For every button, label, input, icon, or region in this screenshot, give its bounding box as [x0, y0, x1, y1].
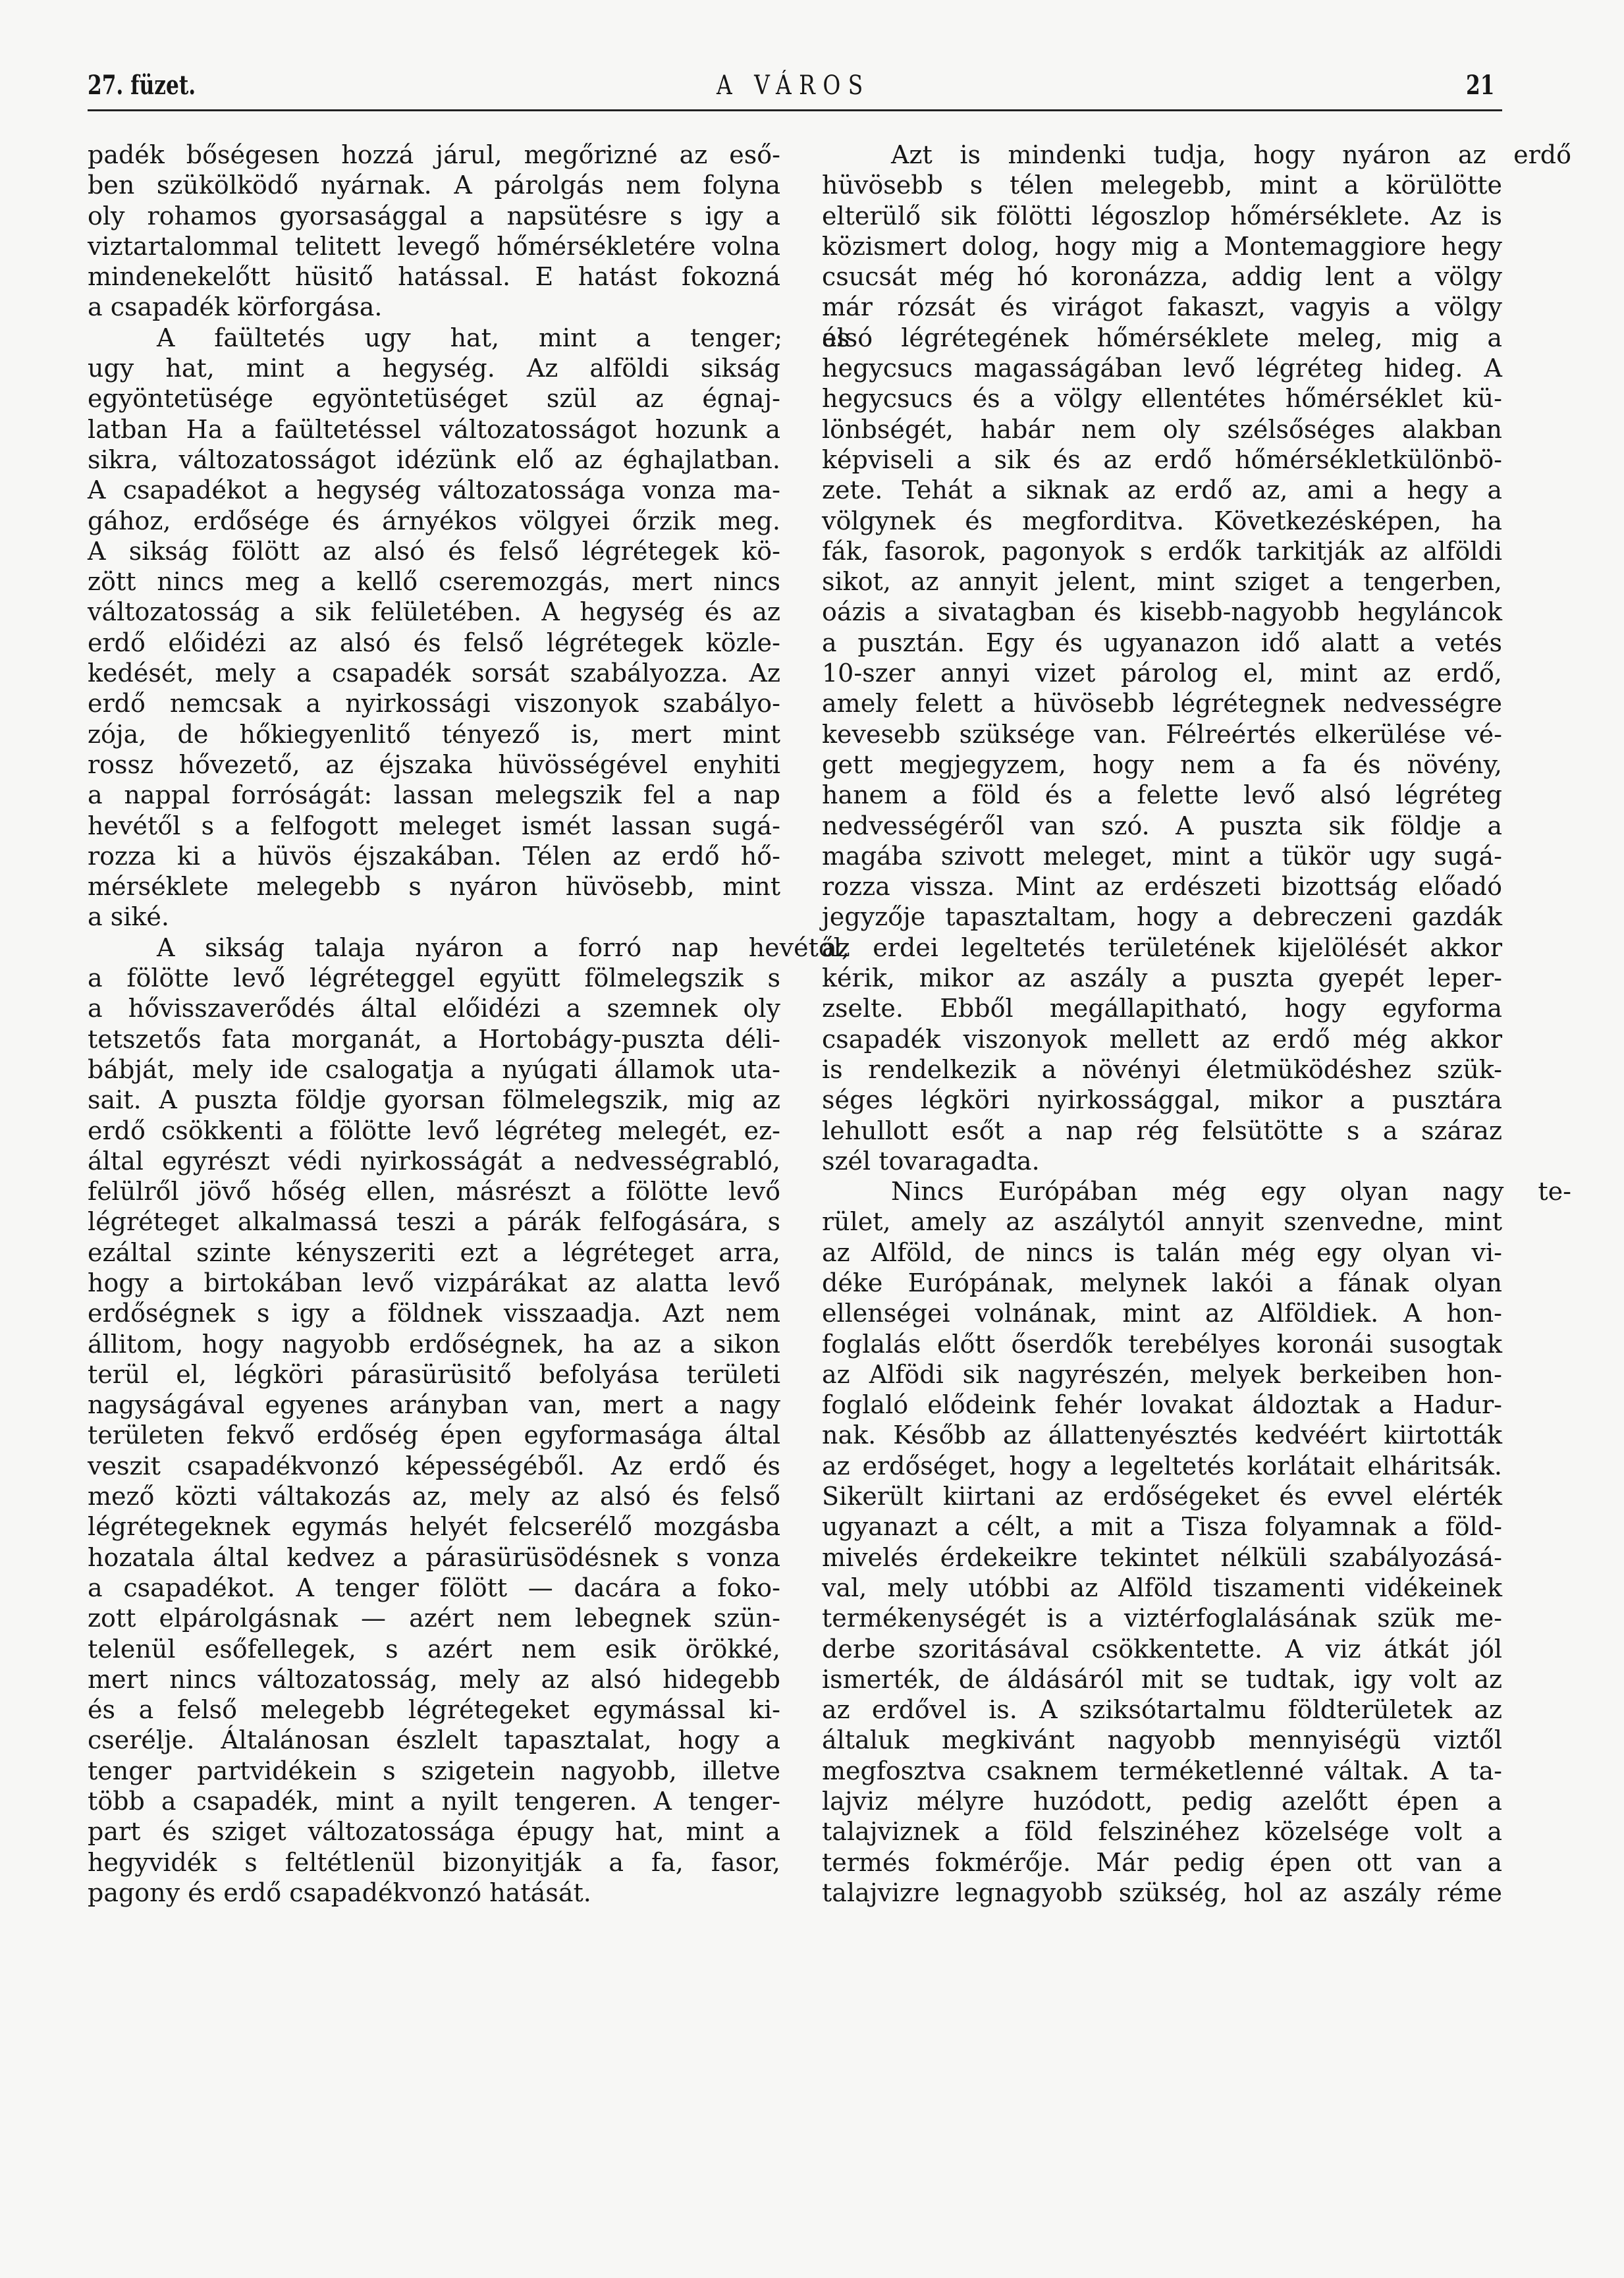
header-rule	[88, 109, 1502, 111]
text-line: már rózsát és virágot fakaszt, vagyis a völgy	[822, 292, 1502, 322]
text-line: pagony és erdő csapadékvonzó hatását.	[88, 1878, 591, 1907]
text-line: termékenységét is a viztérfoglalásának szük me-	[822, 1604, 1502, 1633]
text-line: is rendelkezik a növényi életmüködéshez szük-	[822, 1054, 1502, 1084]
text-line: területen fekvő erdőség épen egyformasága által	[88, 1421, 780, 1450]
text-line: padék bőségesen hozzá járul, megőrizné az eső-	[88, 140, 780, 169]
text-line: Sikerült kiirtani az erdőségeket és evvel elérték	[822, 1482, 1502, 1511]
text-line: latban Ha a faültetéssel változatosságot hozunk a	[88, 414, 780, 444]
text-line: és a felső melegebb légrétegeket egymással ki-	[88, 1695, 780, 1725]
text-line: rozza ki a hüvös éjszakában. Télen az erdő hő-	[88, 841, 780, 871]
text-line: kérik, mikor az aszály a puszta gyepét leper-	[822, 963, 1502, 993]
text-line: mivelés érdekeikre tekintet nélküli szabályozásá-	[822, 1542, 1502, 1572]
text-line: tenger partvidékein s szigetein nagyobb, illetve	[88, 1756, 780, 1785]
text-line: Nincs Európában még egy olyan nagy te-	[891, 1177, 1571, 1207]
text-line: gett megjegyzem, hogy nem a fa és növény,	[822, 749, 1502, 779]
text-line: hegycsucs magasságában levő légréteg hideg. A	[822, 354, 1502, 383]
text-line: közismert dolog, hogy mig a Montemaggiore hegy	[822, 231, 1502, 261]
text-line: sait. A puszta földje gyorsan fölmelegszik, mig az	[88, 1085, 780, 1115]
text-line: nagyságával egyenes arányban van, mert a nagy	[88, 1390, 780, 1420]
text-line: fák, fasorok, pagonyok s erdők tarkitják az alföldi	[822, 536, 1502, 566]
journal-title: A VÁROS	[717, 70, 871, 101]
text-line: az erdővel is. A sziksótartalmu földterületek az	[822, 1695, 1502, 1725]
text-line: kevesebb szüksége van. Félreértés elkerülése vé-	[822, 719, 1502, 749]
text-line: magába szivott meleget, mint a tükör ugy sugá-	[822, 841, 1502, 871]
text-line: ezáltal szinte kényszeriti ezt a légréteget arra,	[88, 1237, 780, 1267]
text-line: erdőségnek s igy a földnek visszaadja. Azt nem	[88, 1299, 780, 1328]
text-line: a nappal forróságát: lassan melegszik fel a nap	[88, 780, 780, 810]
text-line: nedvességéről van szó. A puszta sik földje a	[822, 811, 1502, 840]
text-line: foglaló elődeink fehér lovakat áldoztak a Hadur-	[822, 1390, 1502, 1420]
text-line: változatosság a sik felületében. A hegység és az	[88, 597, 780, 627]
text-line: felülről jövő hőség ellen, másrészt a fölötte levő	[88, 1177, 780, 1207]
text-line: zott elpárolgásnak — azért nem lebegnek szün-	[88, 1604, 780, 1633]
text-line: hogy a birtokában levő vizpárákat az alatta levő	[88, 1268, 780, 1297]
text-line: A sikság fölött az alsó és felső légrétegek kö-	[88, 536, 780, 566]
text-line: sikra, változatosságot idézünk elő az éghajlatban.	[88, 445, 780, 474]
text-line: a hővisszaverődés által előidézi a szemnek oly	[88, 994, 780, 1023]
text-line: A sikság talaja nyáron a forró nap hevétől,	[157, 933, 850, 962]
text-line: viztartalommal telitett levegő hőmérsékletére volna	[88, 231, 780, 261]
text-line: talajviznek a föld felszinéhez közelsége volt a	[822, 1817, 1502, 1847]
text-line: hanem a föld és a felette levő alsó légréteg	[822, 780, 1502, 810]
text-line: veszit csapadékvonzó képességéből. Az erdő és	[88, 1451, 780, 1480]
text-line: part és sziget változatossága épugy hat, mint a	[88, 1817, 780, 1847]
text-line: zselte. Ebből megállapitható, hogy egyforma	[822, 994, 1502, 1023]
text-line: zött nincs meg a kellő cseremozgás, mert nincs	[88, 567, 780, 597]
text-line: lönbségét, habár nem oly szélsőséges alakban	[822, 414, 1502, 444]
text-line: tetszetős fata morganát, a Hortobágy-puszta déli-	[88, 1024, 780, 1054]
text-line: a fölötte levő légréteggel együtt fölmelegszik s	[88, 963, 780, 993]
text-line: hozatala által kedvez a párasürüsödésnek s vonza	[88, 1542, 780, 1572]
text-line: séges légköri nyirkossággal, mikor a pusztára	[822, 1085, 1502, 1115]
text-line: a csapadék körforgása.	[88, 292, 383, 322]
text-line: val, mely utóbbi az Alföld tiszamenti vidékeinek	[822, 1573, 1502, 1602]
text-line: ugy hat, mint a hegység. Az alföldi sikság	[88, 354, 780, 383]
text-line: a pusztán. Egy és ugyanazon idő alatt a vetés	[822, 628, 1502, 657]
text-line: légrétegeknek egymás helyét felcserélő mozgásba	[88, 1512, 780, 1542]
text-line: csucsát még hó koronázza, addig lent a völgy	[822, 262, 1502, 292]
text-line: mező közti váltakozás az, mely az alsó és felső	[88, 1482, 780, 1511]
text-line: légréteget alkalmassá teszi a párák felfogására, s	[88, 1207, 780, 1237]
text-line: az erdőséget, hogy a legeltetés korlátait elháritsák.	[822, 1451, 1502, 1480]
text-line: mert nincs változatosság, mely az alsó hidegebb	[88, 1664, 780, 1694]
text-line: a csapadékot. A tenger fölött — dacára a foko-	[88, 1573, 780, 1602]
text-line: által egyrészt védi nyirkosságát a nedvességrabló,	[88, 1146, 780, 1176]
text-line: oázis a sivatagban és kisebb-nagyobb hegyláncok	[822, 597, 1502, 627]
page-number: 21	[1466, 70, 1495, 101]
text-line: oly rohamos gyorsasággal a napsütésre s igy a	[88, 201, 780, 231]
text-line: szél tovaragadta.	[822, 1146, 1040, 1176]
text-line: jegyzője tapasztaltam, hogy a debreczeni gazdák	[822, 902, 1502, 932]
text-column-left	[88, 140, 850, 1908]
text-line: egyöntetüsége egyöntetüséget szül az égnaj-	[88, 384, 780, 414]
text-line: kedését, mely a csapadék sorsát szabályozza. Az	[88, 659, 780, 688]
text-line: az Alföld, de nincs is talán még egy olyan vi-	[822, 1237, 1502, 1267]
text-line: lajviz mélyre huzódott, pedig azelőtt épen a	[822, 1787, 1502, 1816]
text-line: ismerték, de áldásáról mit se tudtak, igy volt az	[822, 1664, 1502, 1694]
text-line: 10-szer annyi vizet párolog el, mint az erdő,	[822, 659, 1502, 688]
text-column-right	[822, 140, 1571, 1908]
text-line: gához, erdősége és árnyékos völgyei őrzik meg.	[88, 506, 780, 535]
text-line: hevétől s a felfogott meleget ismét lassan sugá-	[88, 811, 780, 840]
text-line: bábját, mely ide csalogatja a nyúgati államok uta-	[88, 1054, 780, 1084]
text-line: termés fokmérője. Már pedig épen ott van a	[822, 1847, 1502, 1877]
text-line: A faültetés ugy hat, mint a tenger; és	[157, 323, 850, 352]
text-line: hegyvidék s feltétlenül bizonyitják a fa, fasor,	[88, 1847, 780, 1877]
text-line: rület, amely az aszálytól annyit szenvedne, mint	[822, 1207, 1502, 1237]
text-line: völgynek és megforditva. Következésképen, ha	[822, 506, 1502, 535]
page-header	[88, 66, 1502, 105]
text-line: több a csapadék, mint a nyilt tengeren. A tenger-	[88, 1787, 780, 1816]
text-line: állitom, hogy nagyobb erdőségnek, ha az a sikon	[88, 1329, 780, 1359]
text-line: az erdei legeltetés területének kijelölését akkor	[822, 933, 1502, 962]
text-line: csapadék viszonyok mellett az erdő még akkor	[822, 1024, 1502, 1054]
text-line: telenül esőfellegek, s azért nem esik örökké,	[88, 1634, 780, 1664]
text-line: erdő nemcsak a nyirkossági viszonyok szabályo-	[88, 689, 780, 719]
text-line: ellenségei volnának, mint az Alföldiek. A hon-	[822, 1299, 1502, 1328]
text-line: nak. Később az állattenyésztés kedvéért kiirtották	[822, 1421, 1502, 1450]
text-line: elterülő sik fölötti légoszlop hőmérséklete. Az is	[822, 201, 1502, 231]
text-line: talajvizre legnagyobb szükség, hol az aszály réme	[822, 1878, 1502, 1907]
text-line: Azt is mindenki tudja, hogy nyáron az erdő	[891, 140, 1571, 169]
text-line: képviseli a sik és az erdő hőmérsékletkülönbö-	[822, 445, 1502, 474]
text-line: derbe szoritásával csökkentette. A viz átkát jól	[822, 1634, 1502, 1664]
text-line: mindenekelőtt hüsitő hatással. E hatást fokozná	[88, 262, 780, 292]
text-line: alsó légrétegének hőmérséklete meleg, mig a	[822, 323, 1502, 352]
text-line: mérséklete melegebb s nyáron hüvösebb, mint	[88, 872, 780, 902]
text-line: megfosztva csaknem terméketlenné váltak. A ta-	[822, 1756, 1502, 1785]
text-line: ben szükölködő nyárnak. A párolgás nem folyna	[88, 171, 780, 200]
text-line: rossz hővezető, az éjszaka hüvösségével enyhiti	[88, 749, 780, 779]
text-line: déke Európának, melynek lakói a fának olyan	[822, 1268, 1502, 1297]
text-line: A csapadékot a hegység változatossága vonza ma-	[88, 475, 780, 505]
text-line: hüvösebb s télen melegebb, mint a körülötte	[822, 171, 1502, 200]
text-line: hegycsucs és a völgy ellentétes hőmérséklet kü-	[822, 384, 1502, 414]
text-line: amely felett a hüvösebb légrétegnek nedvességre	[822, 689, 1502, 719]
text-line: a siké.	[88, 902, 169, 932]
text-line: ugyanazt a célt, a mit a Tisza folyamnak a föld-	[822, 1512, 1502, 1542]
text-line: terül el, légköri párasürüsitő befolyása területi	[88, 1359, 780, 1389]
issue-label: 27. füzet.	[88, 70, 196, 101]
text-line: cserélje. Általánosan észlelt tapasztalat, hogy a	[88, 1725, 780, 1755]
text-line: lehullott esőt a nap rég felsütötte s a száraz	[822, 1116, 1502, 1145]
text-line: zója, de hőkiegyenlitő tényező is, mert mint	[88, 719, 780, 749]
text-line: az Alfödi sik nagyrészén, melyek berkeiben hon-	[822, 1359, 1502, 1389]
text-line: sikot, az annyit jelent, mint sziget a tengerben,	[822, 567, 1502, 597]
text-line: foglalás előtt őserdők terebélyes koronái susogtak	[822, 1329, 1502, 1359]
text-line: erdő csökkenti a fölötte levő légréteg melegét, ez-	[88, 1116, 780, 1145]
text-line: zete. Tehát a siknak az erdő az, ami a hegy a	[822, 475, 1502, 505]
text-line: erdő előidézi az alsó és felső légrétegek közle-	[88, 628, 780, 657]
text-line: rozza vissza. Mint az erdészeti bizottság előadó	[822, 872, 1502, 902]
text-line: általuk megkivánt nagyobb mennyiségü viztől	[822, 1725, 1502, 1755]
